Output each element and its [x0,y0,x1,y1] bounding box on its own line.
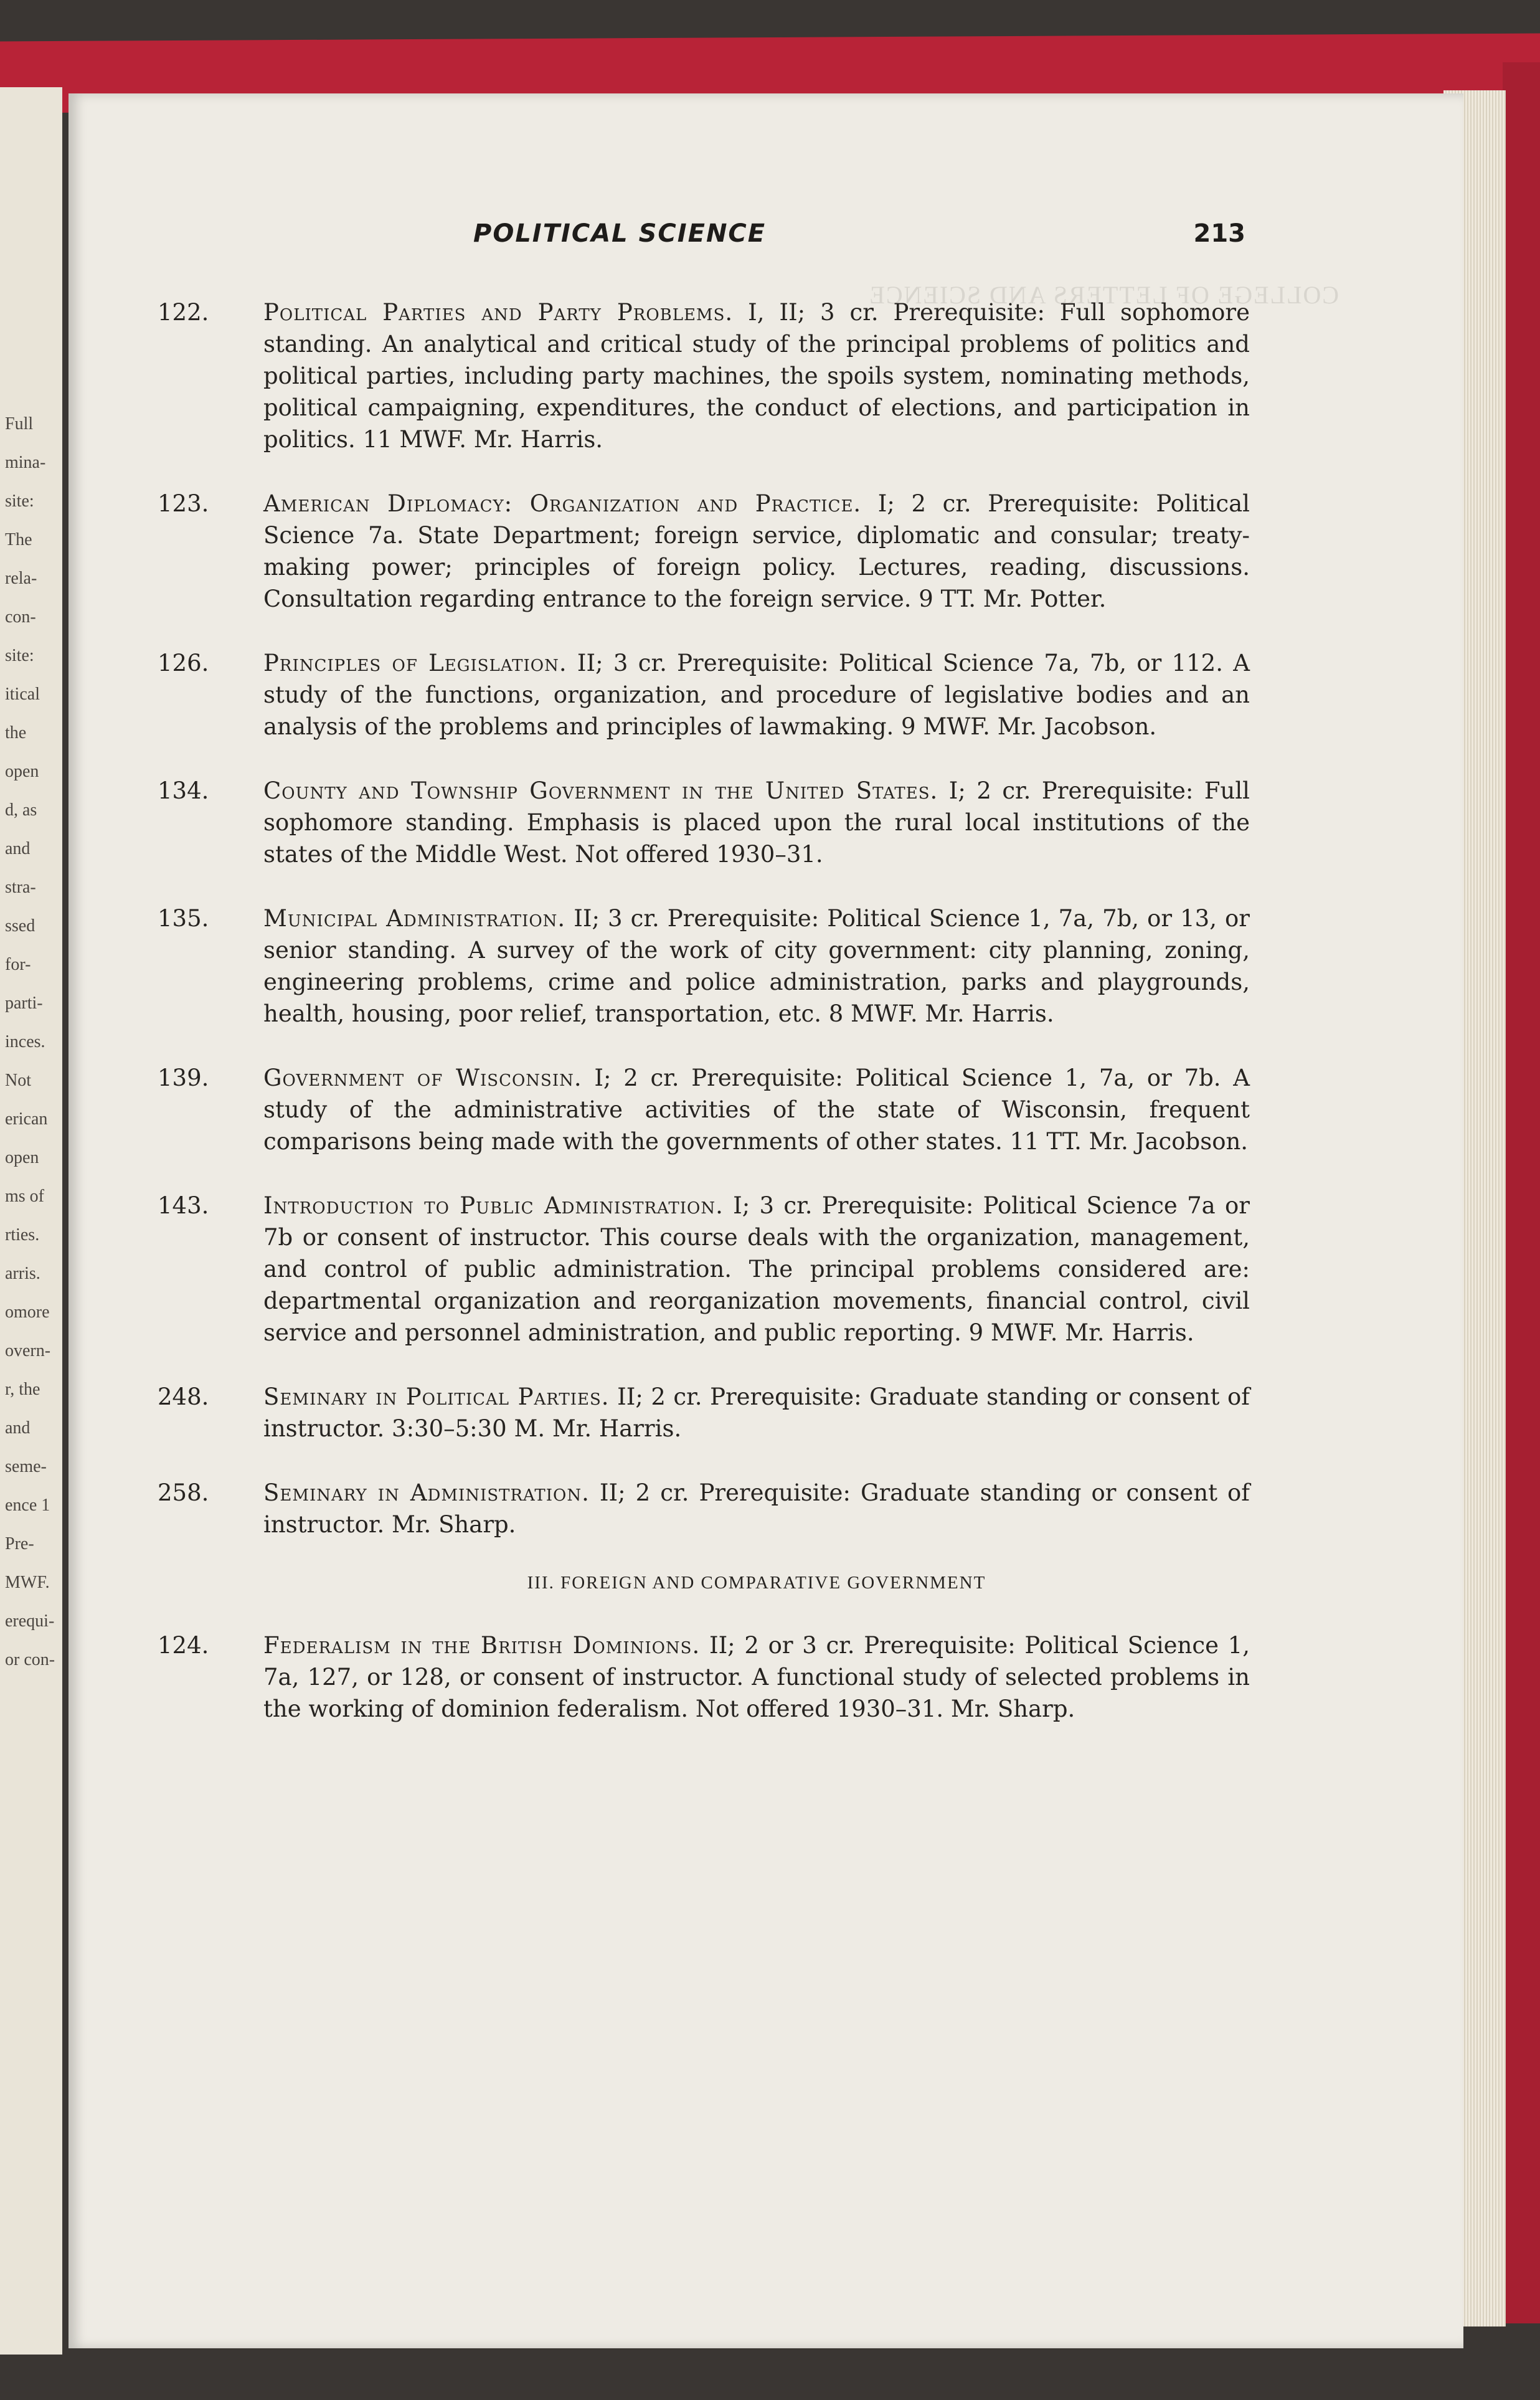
course-number: 248. [158,1383,209,1410]
previous-page-fragment: inces. [5,1032,45,1051]
previous-page-fragment: ssed [5,916,35,936]
previous-page-fragment: arris. [5,1264,40,1283]
course-description: I; 2 cr. Prerequisite: Full sophomore standing. Emphasis is placed upon the rural local institutions of the states of the Middle West. Not offered 1930–31. [263,777,1250,868]
course-number: 135. [158,905,209,932]
course-body [263,647,1250,742]
previous-page-fragment: for- [5,955,31,974]
previous-page-fragment: Pre- [5,1534,34,1553]
previous-page-sliver [0,87,62,2355]
previous-page-fragment: seme- [5,1457,47,1476]
course-title: County and Township Government in the United States. [263,777,938,804]
course-body [263,903,1250,1030]
course-title: Seminary in Political Parties. [263,1383,610,1410]
previous-page-fragment: rela- [5,569,37,588]
course-body [263,1477,1250,1540]
course-title: American Diplomacy: Organization and Practice. [263,490,862,517]
course-description: I; 2 cr. Prerequisite: Political Science 1, 7a, or 7b. A study of the administrative activities of the state of Wisconsin, frequent comparisons being made with the governments of other states. 11 TT. Mr. Jacobson. [263,1065,1250,1155]
previous-page-fragment: omore [5,1302,50,1322]
course-entry [158,647,1254,742]
course-description: I, II; 3 cr. Prerequisite: Full sophomore standing. An analytical and critical study of the principal problems of politics and political parties, including party machines, the spoils system, nominating methods, political campaigning, expenditures, the conduct of elections, and participation in politics. 11 MWF. Mr. Harris. [263,299,1250,453]
course-entry [158,1062,1254,1157]
course-title: Federalism in the British Dominions. [263,1632,701,1659]
previous-page-fragment: stra- [5,878,36,897]
previous-page-fragment: site: [5,491,34,511]
course-title: Municipal Administration. [263,905,566,932]
course-number: 126. [158,650,209,676]
course-body [263,1190,1250,1349]
previous-page-fragment: and [5,839,31,858]
previous-page-fragment: the [5,723,27,742]
previous-page-fragment: overn- [5,1341,51,1360]
course-description: II; 3 cr. Prerequisite: Political Science 1, 7a, 7b, or 13, or senior standing. A survey of the work of city government: city planning, zoning, engineering problems, crime and police administration, parks and playgrounds, health, housing, poor relief, transportation, etc. 8 MWF. Mr. Harris. [263,905,1250,1027]
course-listing [158,296,1254,1757]
course-entry [158,1381,1254,1444]
course-body [263,1629,1250,1725]
course-body [263,488,1250,615]
book-cover-right-edge [1503,62,1540,2323]
previous-page-fragment: itical [5,685,40,704]
course-description: II; 2 cr. Prerequisite: Graduate standing or consent of instructor. 3:30–5:30 M. Mr. Harris. [263,1383,1250,1442]
previous-page-fragment: con- [5,607,36,627]
previous-page-fragment: erican [5,1109,48,1129]
previous-page-fragment: rties. [5,1225,40,1245]
course-number: 258. [158,1479,209,1506]
previous-page-fragment: MWF. [5,1573,50,1592]
course-title: Government of Wisconsin. [263,1065,582,1091]
previous-page-fragment: open [5,1148,39,1167]
course-entry [158,1477,1254,1540]
course-body [263,296,1250,455]
course-number: 143. [158,1192,209,1219]
previous-page-fragment: site: [5,646,34,665]
previous-page-fragment: Full [5,414,34,434]
course-entry [158,296,1254,455]
previous-page-fragment: r, the [5,1380,40,1399]
previous-page-fragment: mina- [5,453,46,472]
course-list-part-2 [158,1629,1254,1725]
running-header [473,219,1245,263]
course-number: 124. [158,1632,209,1659]
course-title: Introduction to Public Administration. [263,1192,724,1219]
previous-page-fragment: d, as [5,800,37,820]
section-heading: III. FOREIGN AND COMPARATIVE GOVERNMENT [527,1573,986,1593]
course-description: II; 3 cr. Prerequisite: Political Science 7a, 7b, or 112. A study of the functions, organization, and procedure of legislative bodies and an analysis of the problems and principles of lawmaking. 9 MWF. Mr. Jacobson. [263,650,1250,740]
course-number: 123. [158,490,209,517]
previous-page-fragment: ms of [5,1187,44,1206]
course-number: 139. [158,1065,209,1091]
course-entry [158,775,1254,870]
previous-page-fragment: ence 1 [5,1496,50,1515]
course-title: Principles of Legislation. [263,650,567,676]
course-title: Seminary in Administration. [263,1479,590,1506]
previous-page-fragment: Not [5,1071,31,1090]
previous-page-fragment: open [5,762,39,781]
bleed-through-text: COLLEGE OF LETTERS AND SCIENCE [868,281,1339,309]
previous-page-fragment: parti- [5,994,43,1013]
previous-page-fragment: erequi- [5,1611,55,1631]
previous-page-fragment: and [5,1418,31,1438]
course-entry [158,1190,1254,1349]
running-title: POLITICAL SCIENCE [473,219,767,248]
course-number: 134. [158,777,209,804]
page-number: 213 [1193,219,1245,248]
course-list-part-1 [158,296,1254,1540]
previous-page-fragment: or con- [5,1650,55,1669]
course-description: II; 2 cr. Prerequisite: Graduate standing or consent of instructor. Mr. Sharp. [263,1479,1250,1538]
course-number: 122. [158,299,209,326]
previous-page-fragment: The [5,530,32,549]
course-entry [158,488,1254,615]
course-description: II; 2 or 3 cr. Prerequisite: Political Science 1, 7a, 127, or 128, or consent of instructor. A functional study of selected problems in the working of dominion federalism. Not offered 1930–31. Mr. Sharp. [263,1632,1250,1722]
course-entry [158,1629,1254,1725]
course-body [263,1062,1250,1157]
course-body [263,1381,1250,1444]
course-description: I; 2 cr. Prerequisite: Political Science 7a. State Department; foreign service, diplomatic and consular; treaty-making power; principles of foreign policy. Lectures, reading, discussions. Consultation regarding entrance to the foreign service. 9 TT. Mr. Potter. [263,490,1250,612]
course-body [263,775,1250,870]
course-title: Political Parties and Party Problems. [263,299,734,326]
course-entry [158,903,1254,1030]
course-description: I; 3 cr. Prerequisite: Political Science 7a or 7b or consent of instructor. This course deals with the organization, management, and control of public administration. The principal problems considered are: departmental organization and reorganization movements, financial control, civil service and personnel administration, and public reporting. 9 MWF. Mr. Harris. [263,1192,1250,1346]
